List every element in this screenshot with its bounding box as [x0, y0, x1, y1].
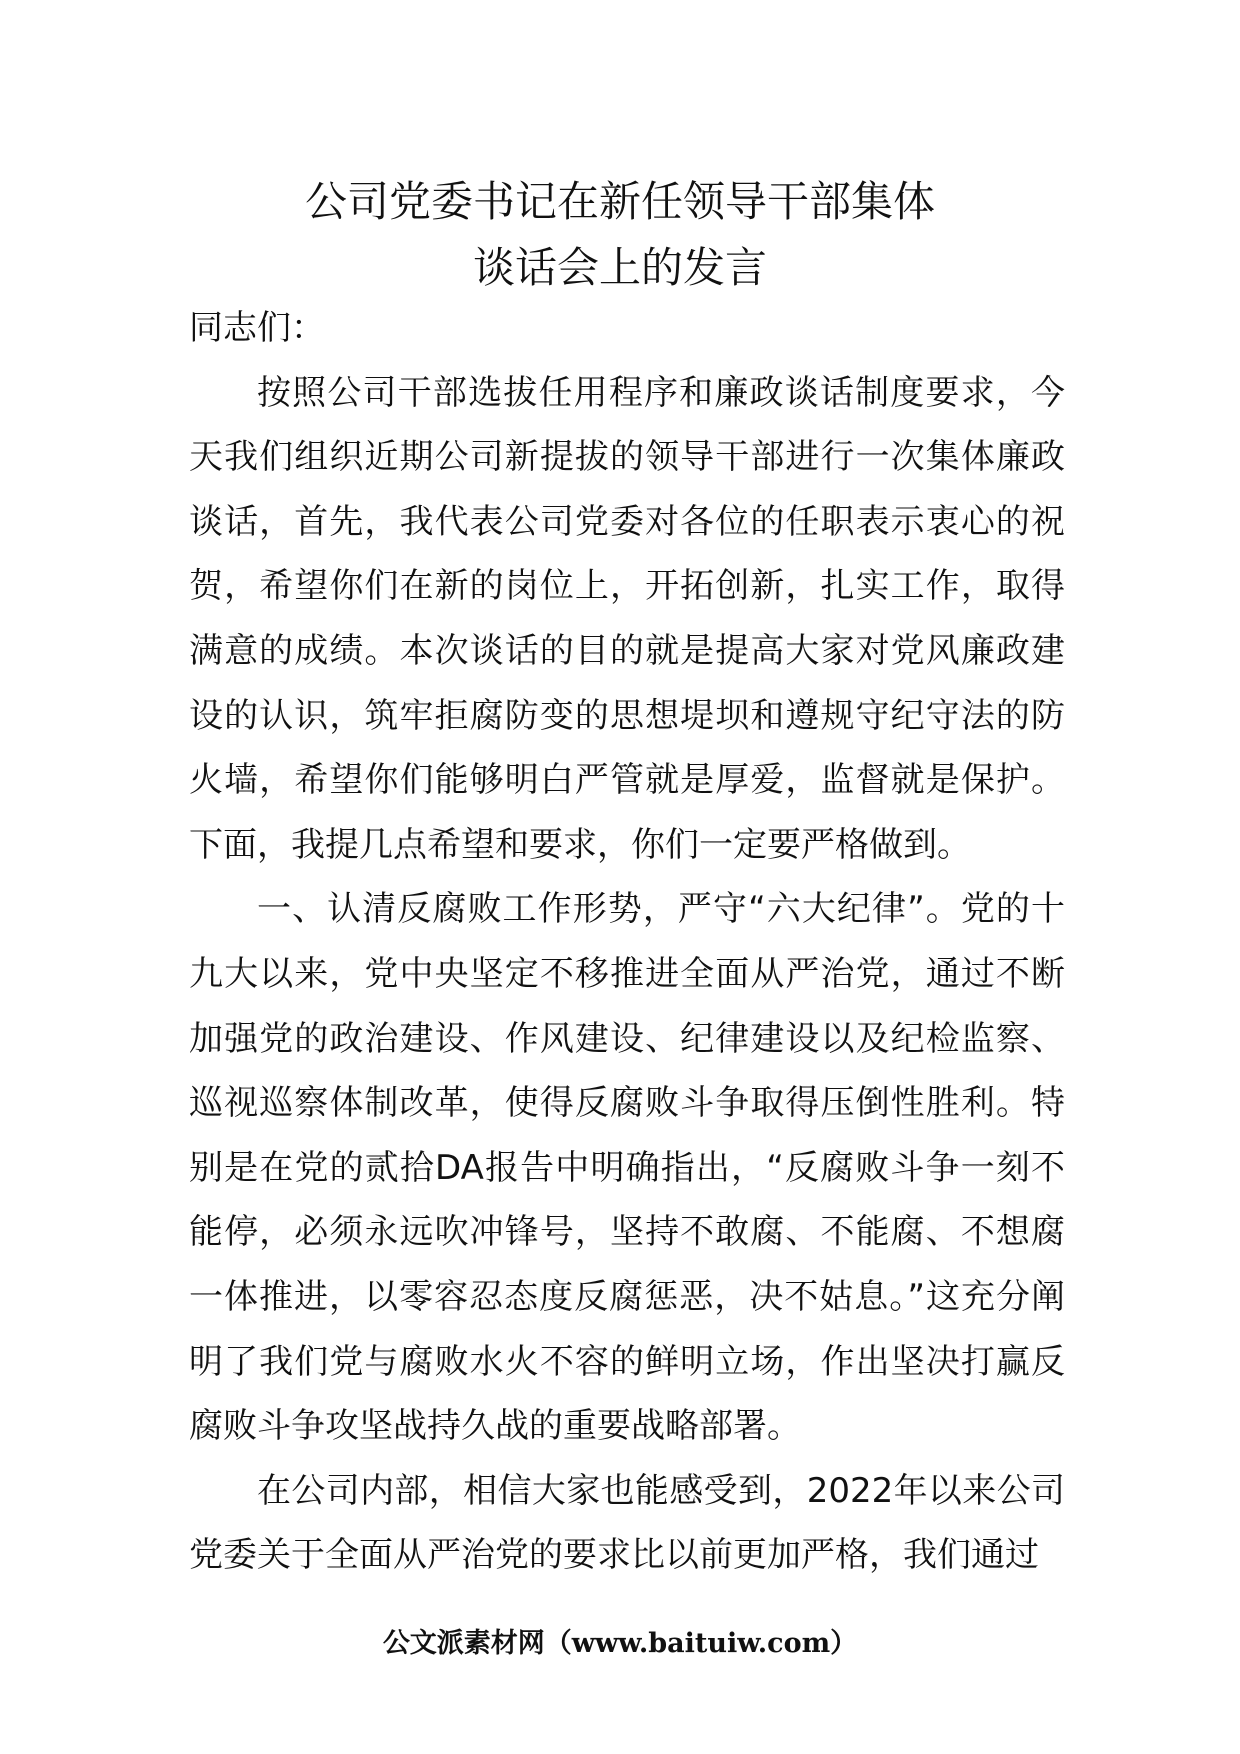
document-body	[189, 296, 1065, 1588]
document-title-line1: 公司党委书记在新任领导干部集体	[304, 177, 935, 226]
section1-text: 党的十九大以来，党中央坚定不移推进全面从严治党，通过不断加强党的政治建设、作风建设、纪律建设以及纪检监察、巡视巡察体制改革，使得反腐败斗争取得压倒性胜利。特别是在党的贰拾DA报告中明确指出，“反腐败斗争一刻不能停，必须永远吹冲锋号，坚持不敢腐、不能腐、不想腐一体推进，以零容忍态度反腐惩恶，决不姑息。”这充分阐明了我们党与腐败水火不容的鲜明立场，作出坚决打赢反腐败斗争攻坚战持久战的重要战略部署。	[189, 889, 1065, 1447]
footer-watermark: 公文派素材网（www.baituiw.com）	[382, 1628, 858, 1659]
paragraph-intro: 按照公司干部选拔任用程序和廉政谈话制度要求，今天我们组织近期公司新提拔的领导干部进行一次集体廉政谈话，首先，我代表公司党委对各位的任职表示衷心的祝贺，希望你们在新的岗位上，开拓创新，扎实工作，取得满意的成绩。本次谈话的目的就是提高大家对党风廉政建设的认识，筑牢拒腐防变的思想堤坝和遵规守纪守法的防火墙，希望你们能够明白严管就是厚爱，监督就是保护。下面，我提几点希望和要求，你们一定要严格做到。	[189, 372, 1065, 865]
paragraph-internal: 在公司内部，相信大家也能感受到，2022年以来公司党委关于全面从严治党的要求比以前更加严格，我们通过	[189, 1470, 1065, 1576]
salutation: 同志们：	[189, 308, 325, 348]
paragraph-section1	[189, 877, 1065, 1458]
section1-heading: 一、认清反腐败工作形势，严守“六大纪律”。	[257, 889, 961, 930]
document-title-line2: 谈话会上的发言	[472, 243, 767, 292]
